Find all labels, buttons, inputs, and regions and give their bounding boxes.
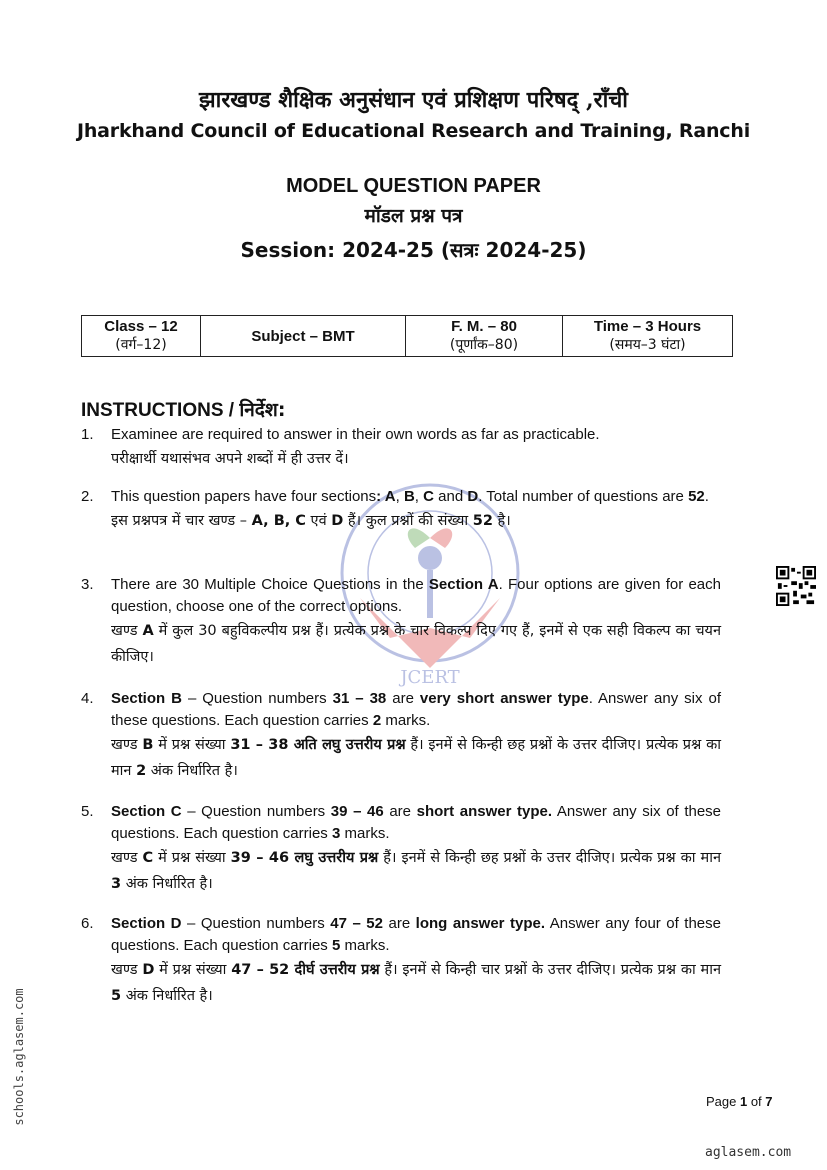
subject-cell bbox=[201, 316, 406, 357]
instruction-text-en: There are 30 Multiple Choice Questions in the Section A. Four options are given for each question, choose one of the correct options. bbox=[111, 576, 721, 615]
org-name-hindi: झारखण्ड शैक्षिक अनुसंधान एवं प्रशिक्षण परिषद् ,राँची bbox=[198, 87, 629, 113]
exam-meta-table bbox=[81, 315, 733, 357]
instructions-title-hi: निर्देश: bbox=[239, 399, 286, 421]
time-cell bbox=[563, 316, 733, 357]
time-label: Time – 3 Hours bbox=[593, 318, 702, 335]
paper-title-hindi: मॉडल प्रश्न पत्र bbox=[364, 205, 463, 227]
instruction-item bbox=[81, 486, 721, 534]
page-number: Page 1 of 7 bbox=[706, 1094, 773, 1109]
class-label: Class – 12 bbox=[104, 318, 178, 335]
instruction-item bbox=[81, 801, 721, 897]
full-marks-cell bbox=[406, 316, 563, 357]
instruction-item bbox=[81, 574, 721, 670]
instruction-number: 2. bbox=[81, 488, 94, 505]
instruction-number: 6. bbox=[81, 915, 94, 932]
instruction-text-en: This question papers have four sections: A, B, C and D. Total number of questions are 52. bbox=[111, 488, 709, 505]
instruction-text-en: Examinee are required to answer in their own words as far as practicable. bbox=[111, 426, 600, 443]
org-name-english: Jharkhand Council of Educational Research and Training, Ranchi bbox=[76, 120, 751, 142]
footer-site-url: aglasem.com bbox=[705, 1145, 792, 1160]
instruction-text-hi: खण्ड D में प्रश्न संख्या 47 – 52 दीर्घ उत्तरीय प्रश्न हैं। इनमें से किन्ही चार प्रश्नों के उत्तर दीजिए। प्रत्येक प्रश्न का मान 5 अंक निर्धारित है। bbox=[111, 962, 722, 1004]
instruction-text-en: Section D – Question numbers 47 – 52 are long answer type. Answer any four of these questions. Each question carries 5 marks. bbox=[111, 915, 721, 954]
instruction-item bbox=[81, 688, 721, 784]
instruction-number: 5. bbox=[81, 803, 94, 820]
instruction-text-hi: खण्ड C में प्रश्न संख्या 39 – 46 लघु उत्तरीय प्रश्न हैं। इनमें से किन्ही छह प्रश्नों के उत्तर दीजिए। प्रत्येक प्रश्न का मान 3 अंक निर्धारित है। bbox=[111, 850, 721, 892]
paper-title: MODEL QUESTION PAPER bbox=[286, 175, 541, 197]
instruction-item bbox=[81, 913, 721, 1009]
instruction-text-en: Section C – Question numbers 39 – 46 are short answer type. Answer any six of these questions. Each question carries 3 marks. bbox=[111, 803, 722, 842]
subject-label: Subject – BMT bbox=[251, 327, 355, 345]
qr-code-icon bbox=[776, 566, 816, 606]
instruction-text-en: Section B – Question numbers 31 – 38 are very short answer type. Answer any six of these questions. Each question carries 2 marks. bbox=[111, 690, 721, 729]
class-label-hindi: (वर्ग–12) bbox=[115, 337, 167, 353]
instruction-item bbox=[81, 424, 721, 472]
instruction-number: 3. bbox=[81, 576, 94, 593]
full-marks-label-hindi: (पूर्णांक–80) bbox=[449, 337, 519, 353]
instruction-text-hi: इस प्रश्नपत्र में चार खण्ड – A, B, C एवं D हैं। कुल प्रश्नों की संख्या 52 है। bbox=[111, 513, 511, 529]
instructions-title-en: INSTRUCTIONS / bbox=[81, 400, 240, 421]
instruction-text-hi: खण्ड B में प्रश्न संख्या 31 – 38 अति लघु उत्तरीय प्रश्न हैं। इनमें से किन्ही छह प्रश्नों के उत्तर दीजिए। प्रत्येक प्रश्न का मान 2 अंक निर्धारित है। bbox=[111, 737, 722, 779]
session-line: Session: 2024-25 (सत्रः 2024-25) bbox=[240, 238, 587, 262]
instruction-number: 1. bbox=[81, 426, 94, 443]
instruction-text-hi: खण्ड A में कुल 30 बहुविकल्पीय प्रश्न हैं। प्रत्येक प्रश्न के चार विकल्प दिए गए हैं, इनमें से एक सही विकल्प का चयन कीजिए। bbox=[111, 623, 721, 665]
instruction-text-hi: परीक्षार्थी यथासंभव अपने शब्दों में ही उत्तर दें। bbox=[111, 451, 349, 467]
instructions-title bbox=[81, 396, 285, 422]
side-site-url: schools.aglasem.com bbox=[12, 988, 26, 1126]
instruction-number: 4. bbox=[81, 690, 94, 707]
class-cell bbox=[82, 316, 201, 357]
full-marks-label: F. M. – 80 bbox=[451, 318, 517, 335]
watermark-text: JCERT bbox=[400, 667, 460, 688]
time-label-hindi: (समय–3 घंटा) bbox=[609, 337, 686, 353]
